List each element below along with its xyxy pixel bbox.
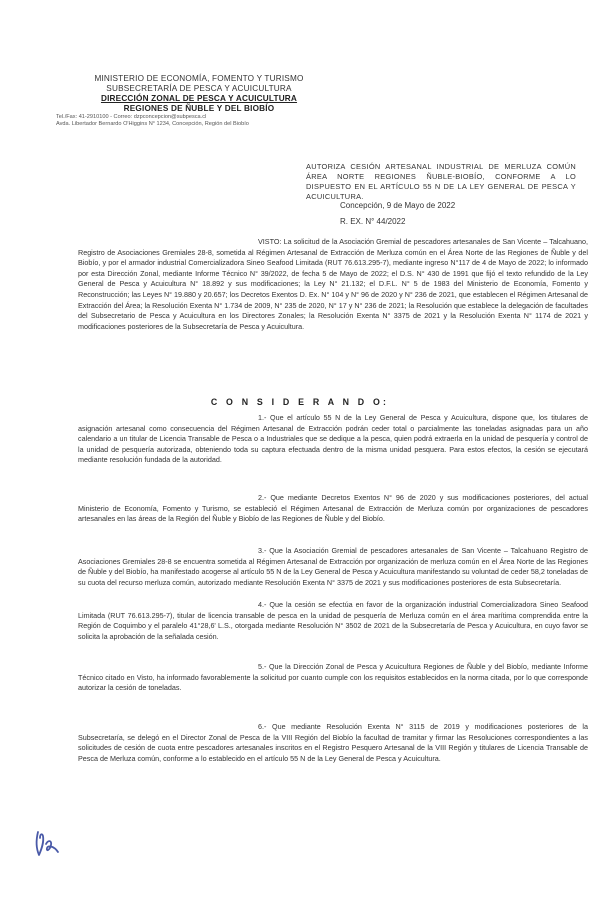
subsecretariat-line: SUBSECRETARÍA DE PESCA Y ACUICULTURA [106,84,292,93]
ministry-line: MINISTERIO DE ECONOMÍA, FOMENTO Y TURISMO [94,74,304,83]
address-line: Avda. Libertador Bernardo O'Higgins N° 1234, Concepción, Región del Biobío [56,120,249,127]
considerando-heading: C O N S I D E R A N D O: [210,397,390,407]
considerando-paragraph: 4.- Que la cesión se efectúa en favor de la organización industrial Comercializadora Sineo Seafood Limitada (RUT 76.613.295-7), titular de licencia transable de pesca en la unidad de pesquería de Merluza común en el área marítima comprendida entre la Región de Coquimbo y el paralelo 41°28,6' L.S., otorgada mediante Resolución N° 3502 de 2021 de la Subsecretaría de Pesca y Acuicultura, en cuyo favor se solicita la aprobación de la señalada cesión. [78,600,588,641]
handwritten-initials [32,828,66,860]
resolution-number: R. EX. N° 44/2022 [340,217,406,226]
considerando-paragraph: 3.- Que la Asociación Gremial de pescadores artesanales de San Vicente – Talcahuano Registro de Asociaciones Gremiales 28-8 se encuentra sometida al Régimen Artesanal de Extracción por organización de merluza común en el Área Norte de las Regiones de Ñuble y del Biobío, ha manifestado acogerse al artículo 55 N de la Ley General de Pesca y Acuicultura manifestando su voluntad de ceder 58,2 toneladas de su cuota del recurso merluza común, autorizado mediante Resolución Exenta N° 3375 de 2021 y sus modificaciones posteriores de esta Subsecretaría. [78,546,588,587]
considerando-paragraph: 1.- Que el artículo 55 N de la Ley General de Pesca y Acuicultura, dispone que, los titulares de asignación artesanal como consecuencia del Régimen Artesanal de Extracción podrán ceder total o parcialmente las toneladas asignadas para un año calendario a un titular de Licencia Transable de Pesca o a Industriales que se dedique a la pesca, quien podrá extraerla en la unidad de pesquería y control de la unidad de pesquería autorizada, obteniendo toda su captura efectuada dentro de la misma unidad pesquera. Para estos efectos, la cesión se ejecutará mediante resolución fundada de la autoridad. [78,413,588,465]
considerando-paragraph: 2.- Que mediante Decretos Exentos N° 96 de 2020 y sus modificaciones posteriores, del actual Ministerio de Economía, Fomento y Turismo, se estableció el Régimen Artesanal de Extracción de Merluza común por organizaciones de pescadores artesanales en las áreas de la Región del Ñuble y Biobío de las Regiones de Ñuble y del Biobío. [78,493,588,524]
letterhead [56,74,314,127]
resolution-date: Concepción, 9 de Mayo de 2022 [340,201,456,210]
visto-paragraph: VISTO: La solicitud de la Asociación Gremial de pescadores artesanales de San Vicente – Talcahuano, Registro de Asociaciones Gremiales 28-8, sometida al Régimen Artesanal de Extracción de Merluza común en el Área Norte de las Regiones de Ñuble y del Biobío, y por el armador industrial Comercializadora Sineo Seafood Limitada (RUT 76.613.295-7), mediante ingreso N°117 de 4 de Mayo de 2022; lo informado por esta Dirección Zonal, mediante Informe Técnico N° 39/2022, de fecha 5 de Mayo de 2022; el D.S. N° 430 de 1991 que fijó el texto refundido de la Ley General de Pesca y Acuicultura N° 18.892 y sus modificaciones; la Ley N° 21.132; el D.F.L. N° 5 de 1983 del Ministerio de Economía, Fomento y Reconstrucción; las Leyes N° 19.880 y 20.657; los Decretos Exentos D. Ex. N° 104 y N° 96 de 2020 y N° 236 de 2021, que establecen el Régimen Artesanal de Extracción del Área; la Resolución Exenta N° 1.734 de 2009, N° 235 de 2020, N° 17 y N° 236 de 2021; la Resolución que establece la delegación de facultades del Subsecretario de Pesca y Acuicultura en los Directores Zonales; la Resolución Exenta N° 3375 de 2021 y la Resolución Exenta N° 1174 de 2021 y modificaciones posteriores de la Subsecretaría de Pesca y Acuicultura. [78,237,588,331]
considerando-paragraph: 5.- Que la Dirección Zonal de Pesca y Acuicultura Regiones de Ñuble y del Biobío, mediante Informe Técnico citado en Visto, ha informado favorablemente la solicitud por cuanto cumple con los requisitos establecidos en la norma citada, por lo que corresponde autorizar la cesión de toneladas. [78,662,588,693]
considerando-paragraph: 6.- Que mediante Resolución Exenta N° 3115 de 2019 y modificaciones posteriores de la Subsecretaría, se delegó en el Director Zonal de Pesca de la VIII Región del Biobío la facultad de tramitar y firmar las Resoluciones correspondientes a las solicitudes de cesión de cuota entre pescadores artesanales inscritos en el Registro Pesquero Artesanal de la VIII Región y titulares de Licencia Transable de Pesca de Merluza común, conforme a lo establecido en el artículo 55 N de la Ley General de Pesca y Acuicultura. [78,722,588,763]
contact-line: Tel./Fax: 41-2910100 - Correo: dzpconcepcion@subpesca.cl [56,114,207,120]
zonal-direction-line: DIRECCIÓN ZONAL DE PESCA Y ACUICULTURA [100,94,298,103]
resolution-subject: AUTORIZA CESIÓN ARTESANAL INDUSTRIAL DE MERLUZA COMÚN ÁREA NORTE REGIONES ÑUBLE-BIOBÍO, CONFORME A LO DISPUESTO EN EL ARTÍCULO 55 N DE LA LEY GENERAL DE PESCA Y ACUICULTURA. [306,162,576,201]
regions-line: REGIONES DE ÑUBLE Y DEL BIOBÍO [123,104,275,113]
